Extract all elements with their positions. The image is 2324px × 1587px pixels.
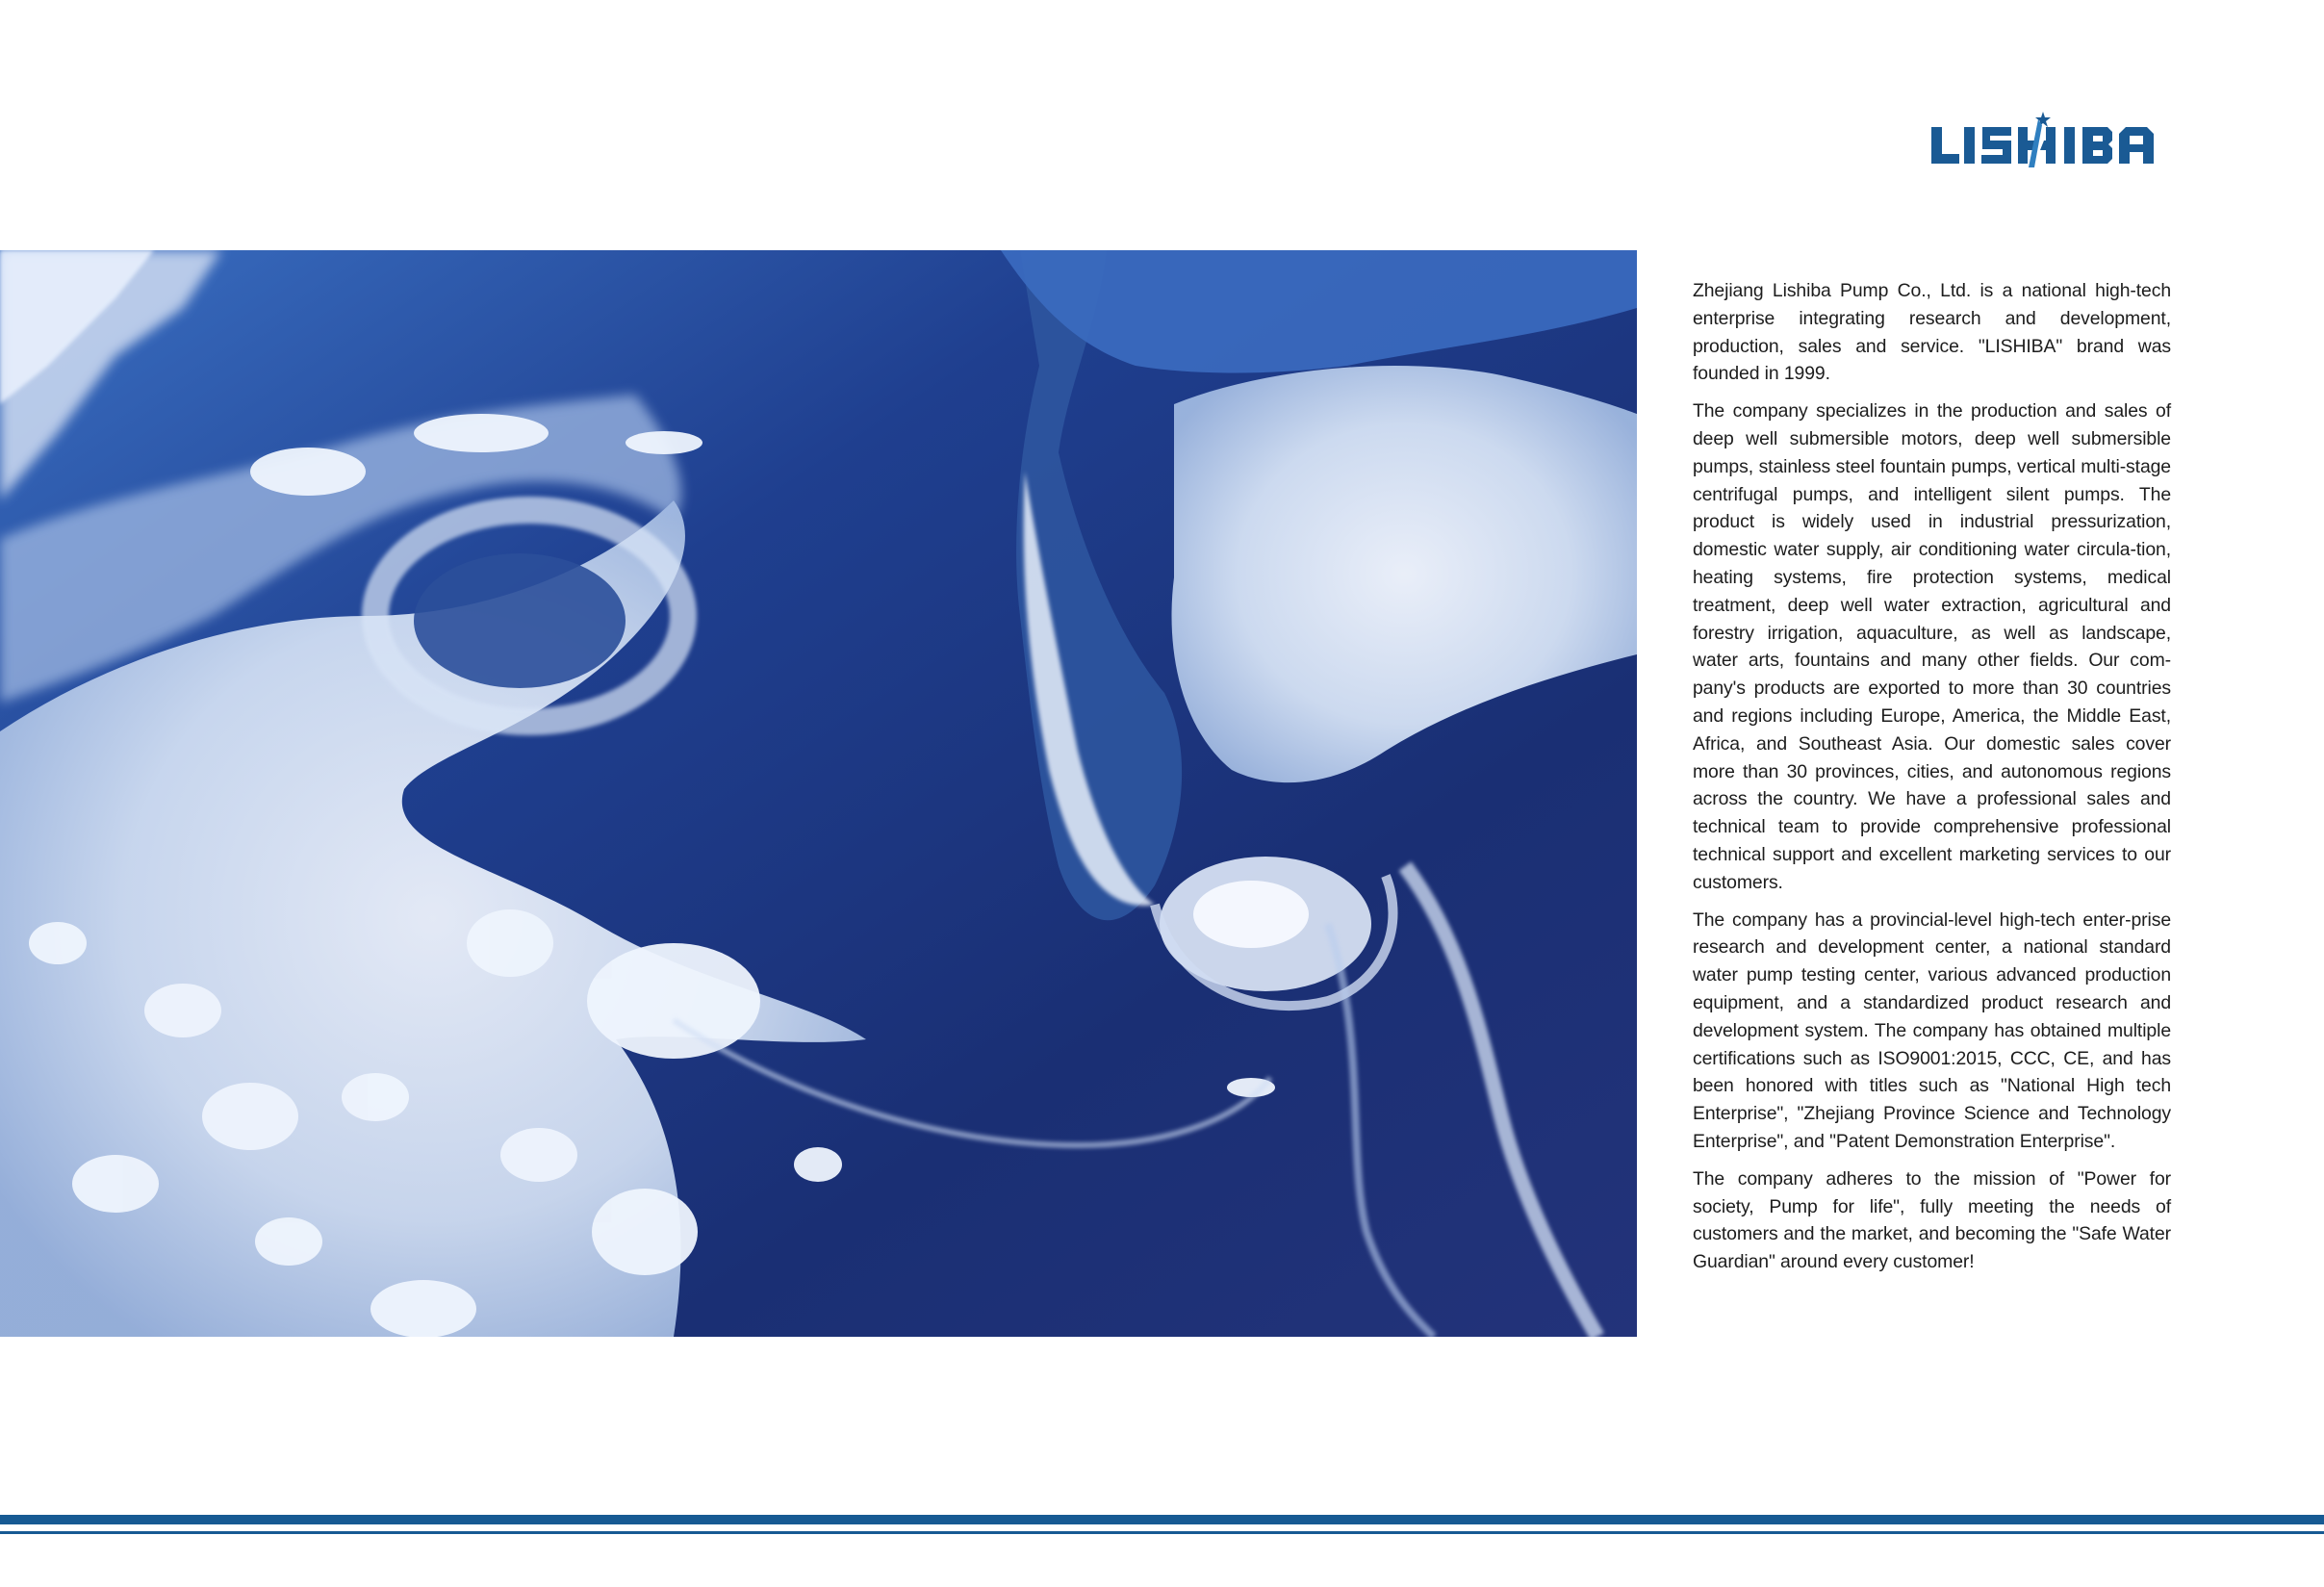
aerial-ocean-ice-photo [0,250,1637,1337]
aerial-ice-photo [0,250,1637,1337]
certifications-paragraph: The company has a provincial-level high-tech enter-prise research and development center, a national standard water pump testing center, various advanced production equipment, and a standardized product research and development system. The company has obtained multiple certifications such as ISO9001:2015, CCC, CE, and has been honored with titles such as "National High tech Enterprise", "Zhejiang Province Science and Technology Enterprise", and "Patent Demonstration Enterprise". [1693,909,2171,1152]
footer-rule-thick [0,1515,2324,1524]
company-description [1693,277,2171,1286]
intro-paragraph: Zhejiang Lishiba Pump Co., Ltd. is a national high-tech enterprise integrating research and development, production, sales and service. "LISHIBA" brand was founded in 1999. [1693,280,2171,385]
lishiba-logo-icon [1929,96,2165,173]
products-paragraph: The company specializes in the production and sales of deep well submersible motors, deep well submersible pumps, stainless steel fountain pumps, vertical multi-stage centrifugal pumps, and intelligent silent pumps. The product is widely used in industrial pressurization, domestic water supply, air conditioning water circula-tion, heating systems, fire protection systems, medical treatment, deep well water extraction, agricultural and forestry irrigation, aquaculture, as well as landscape, water arts, fountains and many other fields. Our com-pany's products are exported to more than 30 countries and regions including Europe, America, the Middle East, Africa, and Southeast Asia. Our domestic sales cover more than 30 provinces, cities, and autonomous regions across the country. We have a professional sales and technical team to provide comprehensive professional technical support and excellent marketing services to our customers. [1693,400,2171,893]
footer-rule-thin [0,1531,2324,1534]
lishiba-logo [1929,96,2165,173]
mission-paragraph: The company adheres to the mission of "Power for society, Pump for life", fully meeting the needs of customers and the market, and becoming the "Safe Water Guardian" around every customer! [1693,1167,2171,1273]
